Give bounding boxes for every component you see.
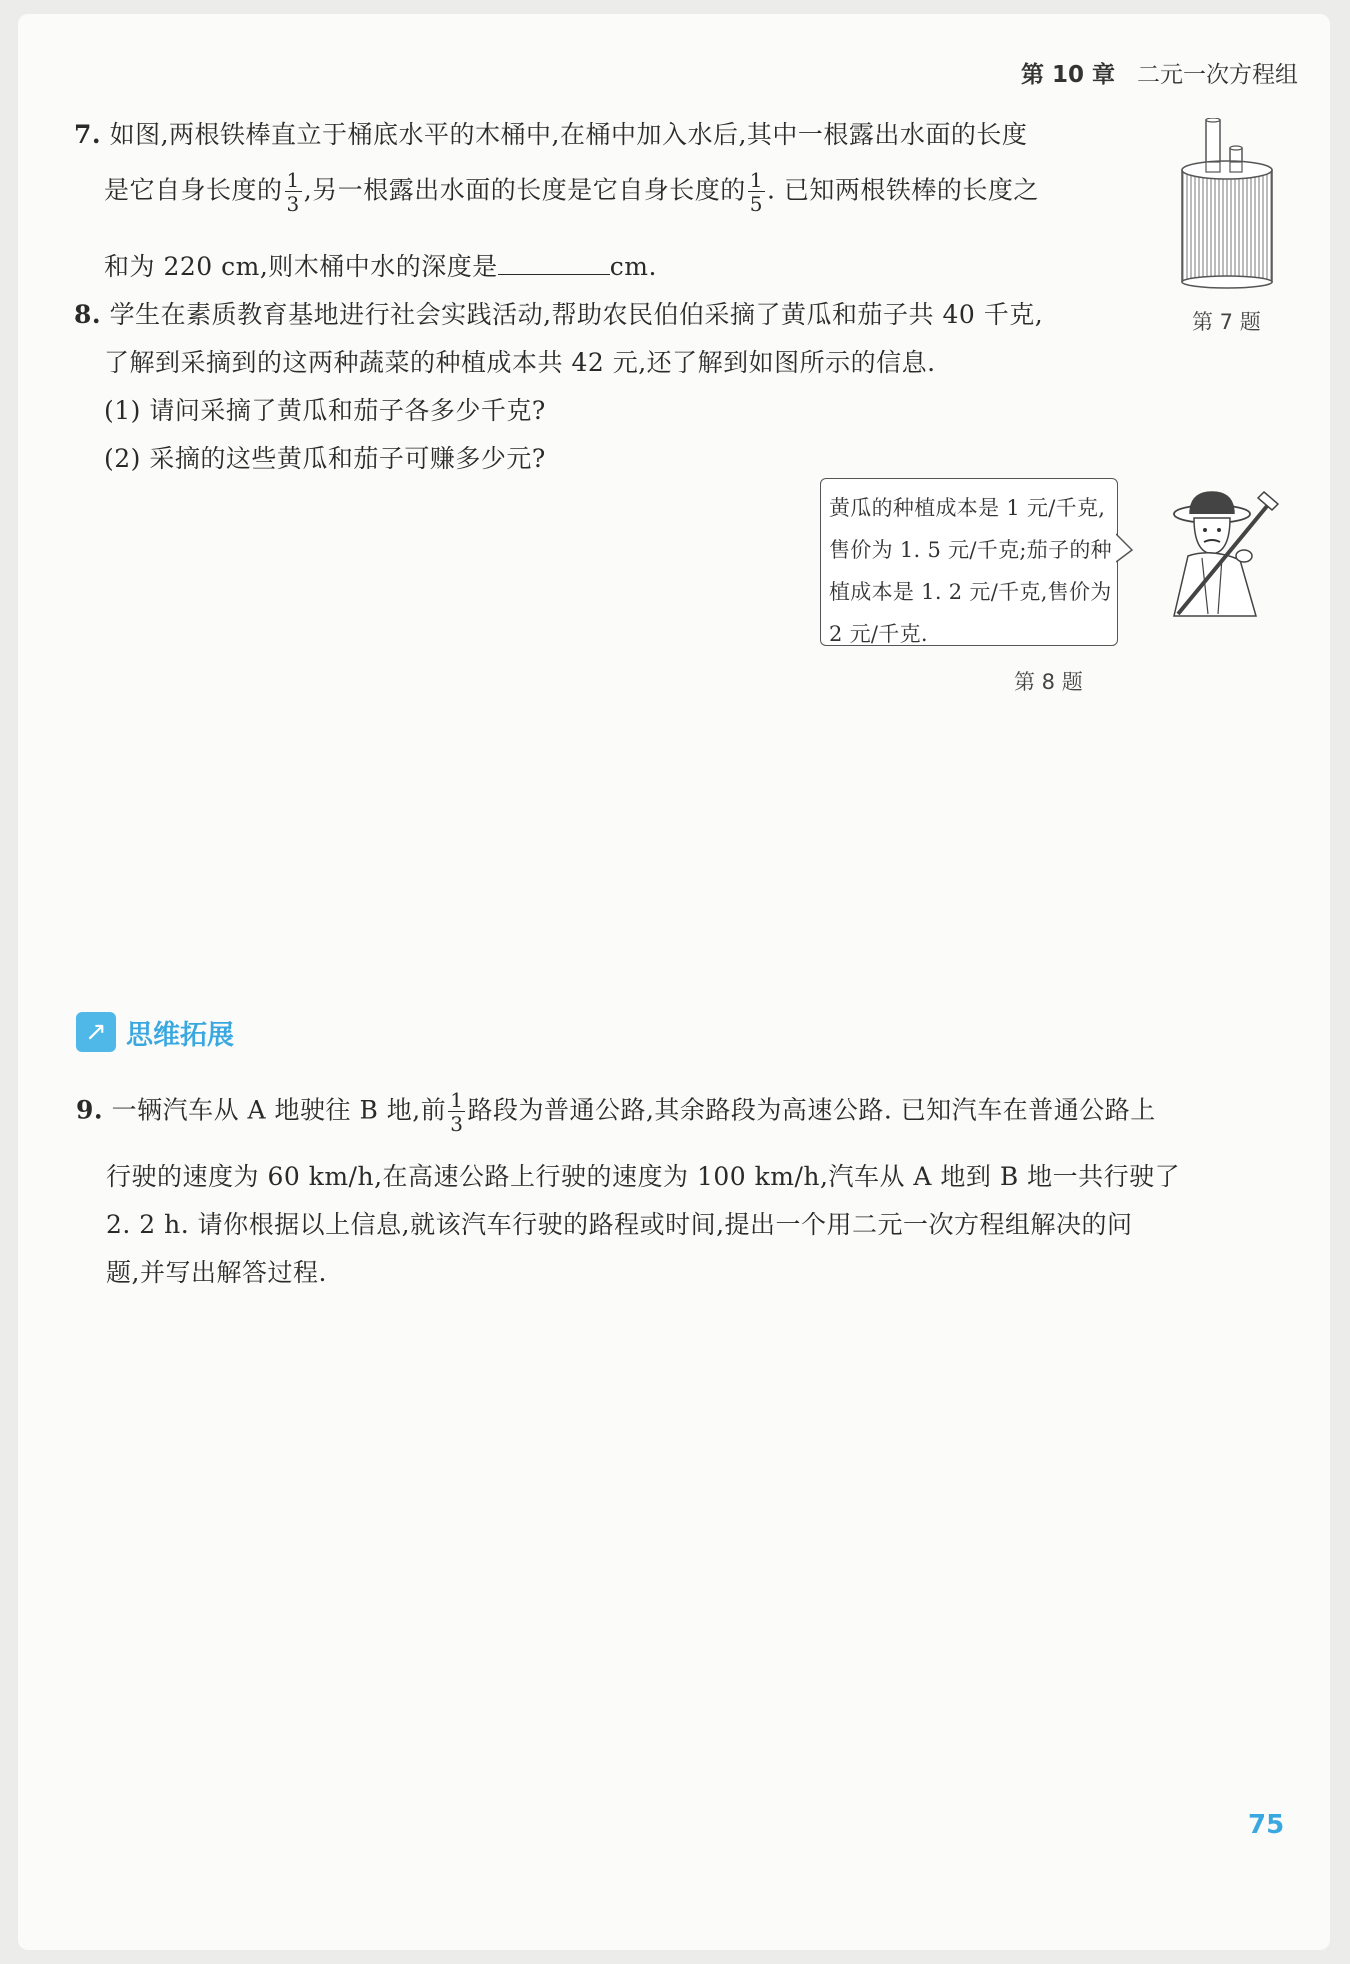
q8-subquestion-1: (1) 请问采摘了黄瓜和茄子各多少千克? bbox=[104, 396, 546, 425]
q7-text-2a: 是它自身长度的 bbox=[104, 175, 283, 205]
q7-line-2 bbox=[104, 170, 1039, 214]
q7-frac2-numerator: 1 bbox=[749, 168, 763, 192]
bucket-figure bbox=[1178, 118, 1278, 290]
q7-text-2c: . 已知两根铁棒的长度之 bbox=[766, 175, 1039, 205]
page-header bbox=[1021, 56, 1298, 89]
q7-line-1 bbox=[74, 122, 1027, 147]
q7-text-3b: cm. bbox=[609, 252, 657, 281]
q9-number: 9. bbox=[76, 1095, 104, 1125]
q9-fraction bbox=[448, 1090, 465, 1134]
q7-text-2b: ,另一根露出水面的长度是它自身长度的 bbox=[303, 175, 746, 205]
q8-text-1: 学生在素质教育基地进行社会实践活动,帮助农民伯伯采摘了黄瓜和茄子共 40 千克, bbox=[109, 300, 1044, 329]
q9-frac-numerator: 1 bbox=[450, 1088, 464, 1112]
bucket-body bbox=[1182, 170, 1272, 282]
q7-line-3 bbox=[104, 254, 657, 279]
bubble-line: 售价为 1. 5 元/千克;茄子的种 bbox=[829, 538, 1112, 562]
bubble-pointer bbox=[1116, 530, 1136, 570]
q9-line-4: 题,并写出解答过程. bbox=[106, 1258, 327, 1287]
figure-7-caption: 第 7 题 bbox=[1192, 310, 1261, 334]
chapter-title: 二元一次方程组 bbox=[1137, 62, 1298, 88]
q8-line-2: 了解到采摘到的这两种蔬菜的种植成本共 42 元,还了解到如图所示的信息. bbox=[104, 348, 936, 377]
bubble-line: 黄瓜的种植成本是 1 元/千克, bbox=[829, 496, 1106, 520]
q9-line-1 bbox=[76, 1090, 1156, 1134]
farmer-illustration bbox=[1160, 486, 1280, 620]
q9-frac-denominator: 3 bbox=[450, 1112, 464, 1136]
q7-frac1-numerator: 1 bbox=[286, 168, 300, 192]
q9-text-1b: 路段为普通公路,其余路段为高速公路. 已知汽车在普通公路上 bbox=[467, 1095, 1156, 1125]
q7-text-3a: 和为 220 cm,则木桶中水的深度是 bbox=[104, 252, 498, 281]
q8-number: 8. bbox=[74, 300, 102, 329]
bubble-line: 植成本是 1. 2 元/千克,售价为 bbox=[829, 580, 1112, 604]
figure-8-caption: 第 8 题 bbox=[1014, 670, 1083, 694]
bubble-line: 2 元/千克. bbox=[829, 622, 928, 646]
info-speech-bubble bbox=[820, 478, 1118, 646]
answer-blank[interactable] bbox=[498, 254, 610, 275]
q7-frac1-denominator: 3 bbox=[286, 192, 300, 216]
q9-line-2: 行驶的速度为 60 km/h,在高速公路上行驶的速度为 100 km/h,汽车从 A 地到 B 地一共行驶了 bbox=[106, 1162, 1181, 1191]
q7-frac2-denominator: 5 bbox=[749, 192, 763, 216]
q9-text-1a: 一辆汽车从 A 地驶往 B 地,前 bbox=[111, 1095, 447, 1125]
q7-fraction-2 bbox=[748, 170, 765, 214]
q7-text-1: 如图,两根铁棒直立于桶底水平的木桶中,在桶中加入水后,其中一根露出水面的长度 bbox=[109, 120, 1028, 149]
q8-line-1 bbox=[74, 302, 1043, 327]
chapter-label: 第 10 章 bbox=[1020, 62, 1115, 88]
q7-number: 7. bbox=[74, 120, 102, 149]
q8-subquestion-2: (2) 采摘的这些黄瓜和茄子可赚多少元? bbox=[104, 444, 546, 473]
section-title: 思维拓展 bbox=[126, 1019, 234, 1051]
page-number: 75 bbox=[1248, 1810, 1285, 1840]
section-header bbox=[76, 1010, 234, 1054]
q9-line-3: 2. 2 h. 请你根据以上信息,就该汽车行驶的路程或时间,提出一个用二元一次方程组解决的问 bbox=[106, 1210, 1133, 1239]
expand-icon: ↗ bbox=[76, 1012, 116, 1052]
q7-fraction-1 bbox=[285, 170, 302, 214]
